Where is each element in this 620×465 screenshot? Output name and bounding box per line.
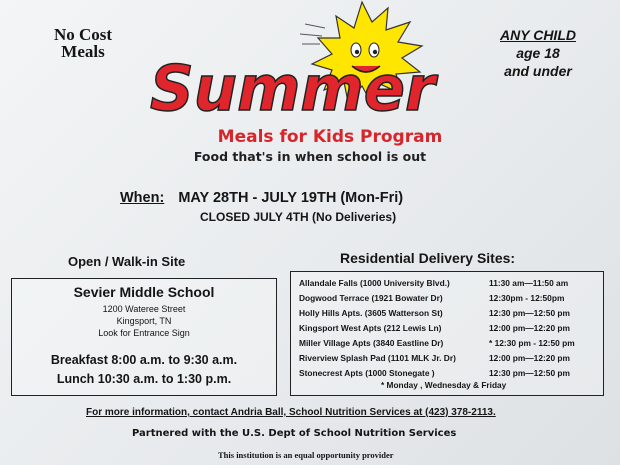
- eligibility-line3: and under: [504, 63, 572, 79]
- address-line2: Kingsport, TN: [116, 316, 172, 326]
- address-line1: 1200 Wateree Street: [102, 304, 186, 314]
- site-time: 12:30 pm—12:50 pm: [489, 308, 570, 318]
- schedule-dates: [120, 190, 520, 206]
- walkin-heading: Open / Walk-in Site: [68, 254, 186, 269]
- list-item: [299, 338, 599, 353]
- site-time: 12:30pm - 12:50pm: [489, 293, 565, 303]
- lunch-hours: Lunch 10:30 a.m. to 1:30 p.m.: [56, 372, 232, 386]
- equal-opportunity-statement: This institution is an equal opportunity provider: [218, 450, 394, 460]
- date-range: MAY 28TH - JULY 19TH (Mon-Fri): [178, 190, 404, 206]
- site-time: 12:00 pm—12:20 pm: [489, 323, 570, 333]
- site-name: Holly Hills Apts. (3605 Watterson St): [299, 308, 443, 318]
- list-item: [299, 353, 599, 368]
- site-name: Dogwood Terrace (1921 Bowater Dr): [299, 293, 443, 303]
- site-name: Kingsport West Apts (212 Lewis Ln): [299, 323, 442, 333]
- when-label: When:: [120, 190, 165, 206]
- contact-info: For more information, contact Andria Ball, School Nutrition Services at (423) 378-2113.: [86, 407, 496, 418]
- closed-notice: CLOSED JULY 4TH (No Deliveries): [200, 210, 397, 224]
- summer-wordmark: Summer: [150, 52, 439, 125]
- no-cost-meals-label: [38, 26, 128, 60]
- list-item: [299, 323, 599, 338]
- list-item: [299, 293, 599, 308]
- summer-sun-logo: [140, 0, 440, 125]
- site-name: Miller Village Apts (3840 Eastline Dr): [299, 338, 444, 348]
- school-name: Sevier Middle School: [73, 284, 215, 300]
- site-name: Stonecrest Apts (1000 Stonegate ): [299, 368, 435, 378]
- site-time: 12:00 pm—12:20 pm: [489, 353, 570, 363]
- eligibility-line2: age 18: [516, 45, 560, 61]
- delivery-sites-box: [290, 271, 604, 396]
- partner-statement: Partnered with the U.S. Dept of School Nutrition Services: [132, 428, 457, 439]
- list-item: [299, 278, 599, 293]
- site-name: Allandale Falls (1000 University Blvd.): [299, 278, 450, 288]
- site-time: * 12:30 pm - 12:50 pm: [489, 338, 575, 348]
- walkin-site-box: [11, 278, 277, 396]
- eligibility-line1: ANY CHILD: [500, 27, 576, 43]
- list-item: [299, 308, 599, 323]
- delivery-heading: Residential Delivery Sites:: [340, 250, 516, 266]
- eligibility-label: [488, 26, 588, 80]
- site-time: 11:30 am—11:50 am: [489, 278, 569, 288]
- address-line3: Look for Entrance Sign: [98, 328, 190, 338]
- site-time: 12:30 pm—12:50 pm: [489, 368, 570, 378]
- no-cost-line2: Meals: [61, 42, 105, 61]
- site-name: Riverview Splash Pad (1101 MLK Jr. Dr): [299, 353, 456, 363]
- program-title: Meals for Kids Program: [217, 127, 443, 147]
- delivery-days-footnote: * Monday , Wednesday & Friday: [381, 380, 507, 390]
- breakfast-hours: Breakfast 8:00 a.m. to 9:30 a.m.: [50, 353, 238, 367]
- tagline: Food that's in when school is out: [193, 149, 427, 164]
- no-cost-line1: No Cost: [53, 25, 113, 44]
